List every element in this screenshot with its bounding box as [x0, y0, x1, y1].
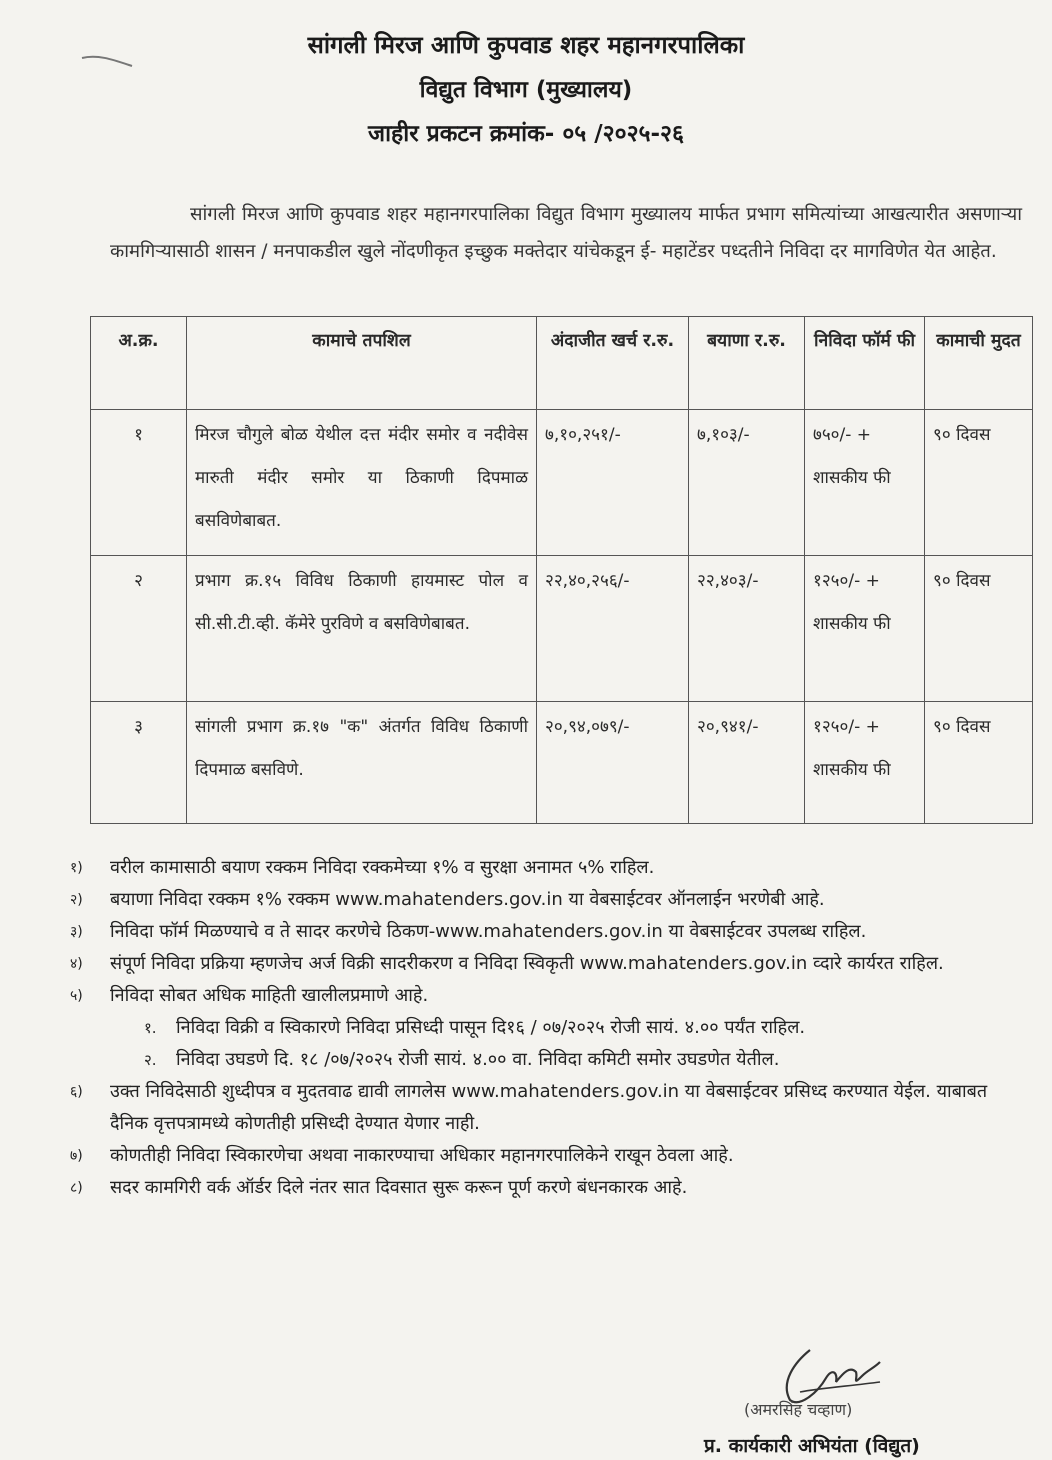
note-text: वरील कामासाठी बयाण रक्कम निविदा रक्कमेच्या १% व सुरक्षा अनामत ५% राहिल.	[110, 857, 655, 878]
note-number: १)	[70, 860, 83, 876]
note-text: कोणतीही निविदा स्विकारणेचा अथवा नाकारण्याचा अधिकार महानगरपालिकेने राखून ठेवला आहे.	[110, 1145, 734, 1166]
note-text: निविदा सोबत अधिक माहिती खालीलप्रमाणे आहे.	[110, 985, 429, 1006]
list-item	[70, 980, 1020, 1012]
note-text: संपूर्ण निविदा प्रक्रिया म्हणजेच अर्ज विक्री सादरीकरण व निविदा स्विकृती www.mahatenders.gov.in व्दारे कार्यरत राहिल.	[110, 953, 944, 974]
note-number: ३)	[70, 924, 83, 940]
header-duration: कामाची मुदत	[925, 317, 1033, 410]
row-duration: ९० दिवस	[925, 702, 1033, 824]
signatory-name: (अमरसिंह चव्हाण)	[744, 1400, 853, 1419]
notes-list	[70, 852, 1020, 1204]
subnote-number: २.	[144, 1051, 157, 1069]
row-deposit: २०,९४१/-	[689, 702, 805, 824]
notice-number: जाहीर प्रकटन क्रमांक- ०५ /२०२५-२६	[368, 121, 684, 147]
note-number: ८)	[70, 1180, 83, 1196]
list-item	[70, 852, 1020, 884]
header-fee: निविदा फॉर्म फी	[805, 317, 925, 410]
row-sr: ३	[91, 702, 187, 824]
row-cost: २०,९४,०७९/-	[537, 702, 689, 824]
note-number: ५)	[70, 988, 83, 1004]
note-number: ४)	[70, 956, 83, 972]
row-cost: ७,१०,२५१/-	[537, 410, 689, 556]
note-number: ६)	[70, 1084, 83, 1100]
note-number: ७)	[70, 1148, 83, 1164]
header-deposit: बयाणा र.रु.	[689, 317, 805, 410]
header-cost: अंदाजीत खर्च र.रु.	[537, 317, 689, 410]
list-item	[70, 948, 1020, 980]
row-duration: ९० दिवस	[925, 556, 1033, 702]
list-item	[70, 1140, 1020, 1172]
list-item	[70, 1076, 1020, 1140]
row-deposit: २२,४०३/-	[689, 556, 805, 702]
subnote-text: निविदा उघडणे दि. १८ /०७/२०२५ रोजी सायं. ४.०० वा. निविदा कमिटी समोर उघडणेत येतील.	[176, 1049, 780, 1070]
row-desc: मिरज चौगुले बोळ येथील दत्त मंदीर समोर व नदीवेस मारुती मंदीर समोर या ठिकाणी दिपमाळ बसविणेबाबत.	[187, 410, 537, 556]
row-fee: १२५०/- + शासकीय फी	[805, 556, 925, 702]
tender-table	[90, 316, 1033, 824]
corporation-name: सांगली मिरज आणि कुपवाड शहर महानगरपालिका	[307, 31, 745, 59]
note-text: बयाणा निविदा रक्कम १% रक्कम www.mahatenders.gov.in या वेबसाईटवर ऑनलाईन भरणेबी आहे.	[110, 889, 825, 910]
subnote-number: १.	[144, 1019, 157, 1037]
row-desc: सांगली प्रभाग क्र.१७ "क" अंतर्गत विविध ठिकाणी दिपमाळ बसविणे.	[187, 702, 537, 824]
list-item	[70, 1044, 1020, 1076]
list-item	[70, 916, 1020, 948]
intro-paragraph: सांगली मिरज आणि कुपवाड शहर महानगरपालिका विद्युत विभाग मुख्यालय मार्फत प्रभाग समित्यांच्या आखत्यारीत असणाऱ्या कामगिऱ्यासाठी शासन / मनपाकडील खुले नोंदणीकृत इच्छुक मक्तेदार यांचेकडून ई- महाटेंडर पध्दतीने निविदा दर मागविणेत येत आहेत.	[110, 204, 1022, 262]
signatory-title: प्र. कार्यकारी अभियंता (विद्युत)	[704, 1435, 920, 1457]
table-row	[91, 702, 1033, 824]
header-desc: कामाचे तपशिल	[187, 317, 537, 410]
list-item	[70, 1012, 1020, 1044]
row-desc: प्रभाग क्र.१५ विविध ठिकाणी हायमास्ट पोल व सी.सी.टी.व्ही. कॅमेरे पुरविणे व बसविणेबाबत.	[187, 556, 537, 702]
table-header-row	[91, 317, 1033, 410]
note-text: निविदा फॉर्म मिळण्याचे व ते सादर करणेचे ठिकण-www.mahatenders.gov.in या वेबसाईटवर उपलब्ध राहिल.	[110, 921, 867, 942]
note-text: उक्त निविदेसाठी शुध्दीपत्र व मुदतवाढ द्यावी लागलेस www.mahatenders.gov.in या वेबसाईटवर प्रसिध्द करण्यात येईल. याबाबत दैनिक वृत्तपत्रामध्ये कोणतीही प्रसिध्दी देण्यात येणार नाही.	[110, 1081, 988, 1134]
row-fee: १२५०/- + शासकीय फी	[805, 702, 925, 824]
row-sr: २	[91, 556, 187, 702]
note-number: २)	[70, 892, 83, 908]
row-sr: १	[91, 410, 187, 556]
list-item	[70, 1172, 1020, 1204]
row-cost: २२,४०,२५६/-	[537, 556, 689, 702]
row-deposit: ७,१०३/-	[689, 410, 805, 556]
table-row	[91, 410, 1033, 556]
row-duration: ९० दिवस	[925, 410, 1033, 556]
row-fee: ७५०/- + शासकीय फी	[805, 410, 925, 556]
header-sr: अ.क्र.	[91, 317, 187, 410]
note-text: सदर कामगिरी वर्क ऑर्डर दिले नंतर सात दिवसात सुरू करून पूर्ण करणे बंधनकारक आहे.	[110, 1177, 688, 1198]
department-name: विद्युत विभाग (मुख्यालय)	[419, 77, 633, 103]
list-item	[70, 884, 1020, 916]
table-row	[91, 556, 1033, 702]
subnote-text: निविदा विक्री व स्विकारणे निविदा प्रसिध्दी पासून दि१६ / ०७/२०२५ रोजी सायं. ४.०० पर्यंत राहिल.	[176, 1017, 806, 1038]
